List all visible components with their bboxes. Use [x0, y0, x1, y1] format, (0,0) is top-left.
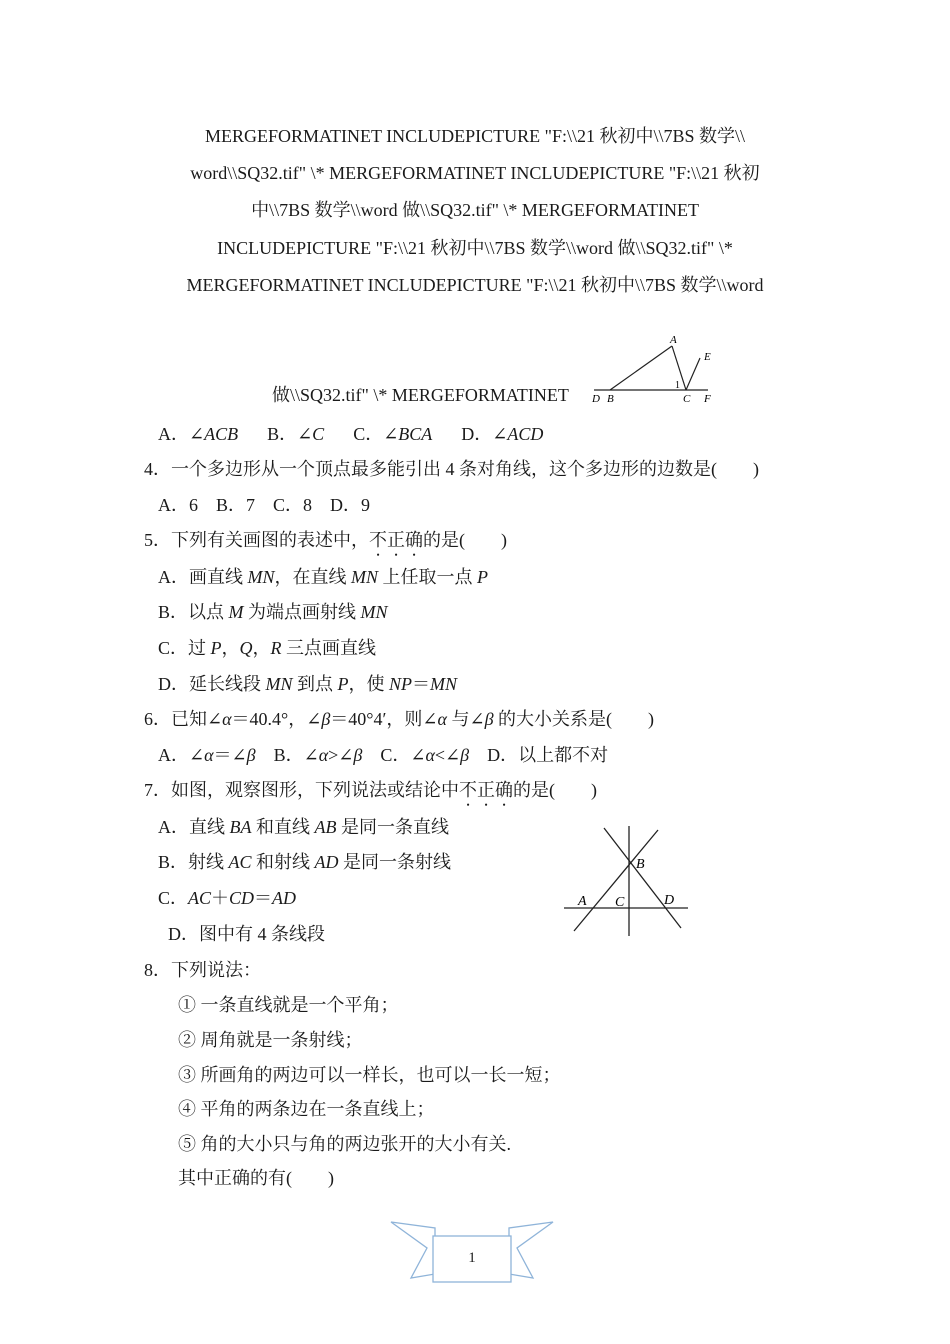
- q3-option-a[interactable]: A．∠ACB: [158, 424, 239, 444]
- ray-ce: [686, 358, 700, 390]
- q8-statement-3: ③ 所画角的两边可以一样长，也可以一长一短；: [178, 1065, 561, 1085]
- q3-option-b[interactable]: B．∠C: [267, 424, 325, 444]
- merge-text-line-2: word\\SQ32.tif" \* MERGEFORMATINET INCLUDEPICTURE "F:\\21 秋初: [190, 163, 760, 183]
- q8-statement-4: ④ 平角的两条边在一条直线上；: [178, 1099, 435, 1119]
- merge-text-line-5: MERGEFORMATINET INCLUDEPICTURE "F:\\21 秋初中\\7BS 数学\\word: [186, 275, 764, 295]
- q8-statement-5: ⑤ 角的大小只与角的两边张开的大小有关.: [178, 1134, 511, 1154]
- merge-text-line-6: 做\\SQ32.tif" \* MERGEFORMATINET: [272, 385, 569, 405]
- q8-tail: 其中正确的有( ): [178, 1168, 334, 1188]
- q3-option-c[interactable]: C．∠BCA: [353, 424, 433, 444]
- label-1: 1: [675, 380, 680, 391]
- q5-option-b: B．以点 M 为端点画射线 MN: [158, 602, 388, 622]
- q5-stem: 5．下列有关画图的表述中，不正确的是( ): [144, 530, 507, 550]
- side-ba: [610, 346, 672, 390]
- label-d: D: [592, 393, 600, 405]
- emphasis-not-correct: 不正确: [459, 780, 513, 800]
- q8-statement-2: ② 周角就是一条射线；: [178, 1030, 363, 1050]
- label-d: D: [664, 893, 675, 908]
- merge-text-line-4: INCLUDEPICTURE "F:\\21 秋初中\\7BS 数学\\word 做\\SQ32.tif" \*: [217, 238, 733, 258]
- q7-option-c: C．AC＋CD＝AD: [158, 888, 297, 908]
- line-bd: [604, 828, 681, 928]
- q7-stem: 7．如图，观察图形，下列说法或结论中不正确的是( ): [144, 780, 597, 800]
- q5-option-a: A．画直线 MN，在直线 MN 上任取一点 P: [158, 567, 488, 587]
- page-number: 1: [468, 1250, 476, 1266]
- q7-option-a: A．直线 BA 和直线 AB 是同一条直线: [158, 817, 449, 837]
- label-c: C: [683, 393, 691, 405]
- q8-statement-1: ① 一条直线就是一个平角；: [178, 995, 399, 1015]
- q3-option-d[interactable]: D．∠ACD: [461, 424, 544, 444]
- q5-option-c: C．过 P，Q，R 三点画直线: [158, 638, 377, 658]
- label-f: F: [704, 393, 711, 405]
- figure-triangle-angle: [588, 330, 718, 406]
- label-e: E: [704, 351, 711, 363]
- q4-options: A．6 B．7 C．8 D．9: [158, 495, 371, 515]
- q3-options: [158, 422, 543, 446]
- label-a: A: [578, 894, 587, 909]
- q6-options: A．∠α＝∠β B．∠α>∠β C．∠α<∠β D．以上都不对: [158, 745, 609, 765]
- q6-stem: 6．已知∠α＝40.4°，∠β＝40°4′，则∠α 与∠β 的大小关系是( ): [144, 709, 655, 729]
- page-number-ribbon: [387, 1218, 557, 1288]
- q7-option-b: B．射线 AC 和射线 AD 是同一条射线: [158, 852, 452, 872]
- label-a: A: [670, 334, 677, 346]
- figure-lines: [560, 822, 695, 940]
- emphasis-not-correct: 不正确: [369, 530, 423, 550]
- q7-option-d: D．图中有 4 条线段: [168, 924, 325, 944]
- label-b: B: [607, 393, 614, 405]
- q5-option-d: D．延长线段 MN 到点 P，使 NP＝MN: [158, 674, 458, 694]
- q8-stem: 8．下列说法：: [144, 960, 261, 980]
- label-c: C: [615, 895, 625, 910]
- q4-stem: 4．一个多边形从一个顶点最多能引出 4 条对角线，这个多边形的边数是( ): [144, 459, 759, 479]
- line-ab: [574, 830, 658, 931]
- merge-text-line-3: 中\\7BS 数学\\word 做\\SQ32.tif" \* MERGEFORMATINET: [251, 200, 699, 220]
- merge-text-line-1: MERGEFORMATINET INCLUDEPICTURE "F:\\21 秋初中\\7BS 数学\\: [204, 126, 746, 146]
- label-b: B: [636, 857, 645, 872]
